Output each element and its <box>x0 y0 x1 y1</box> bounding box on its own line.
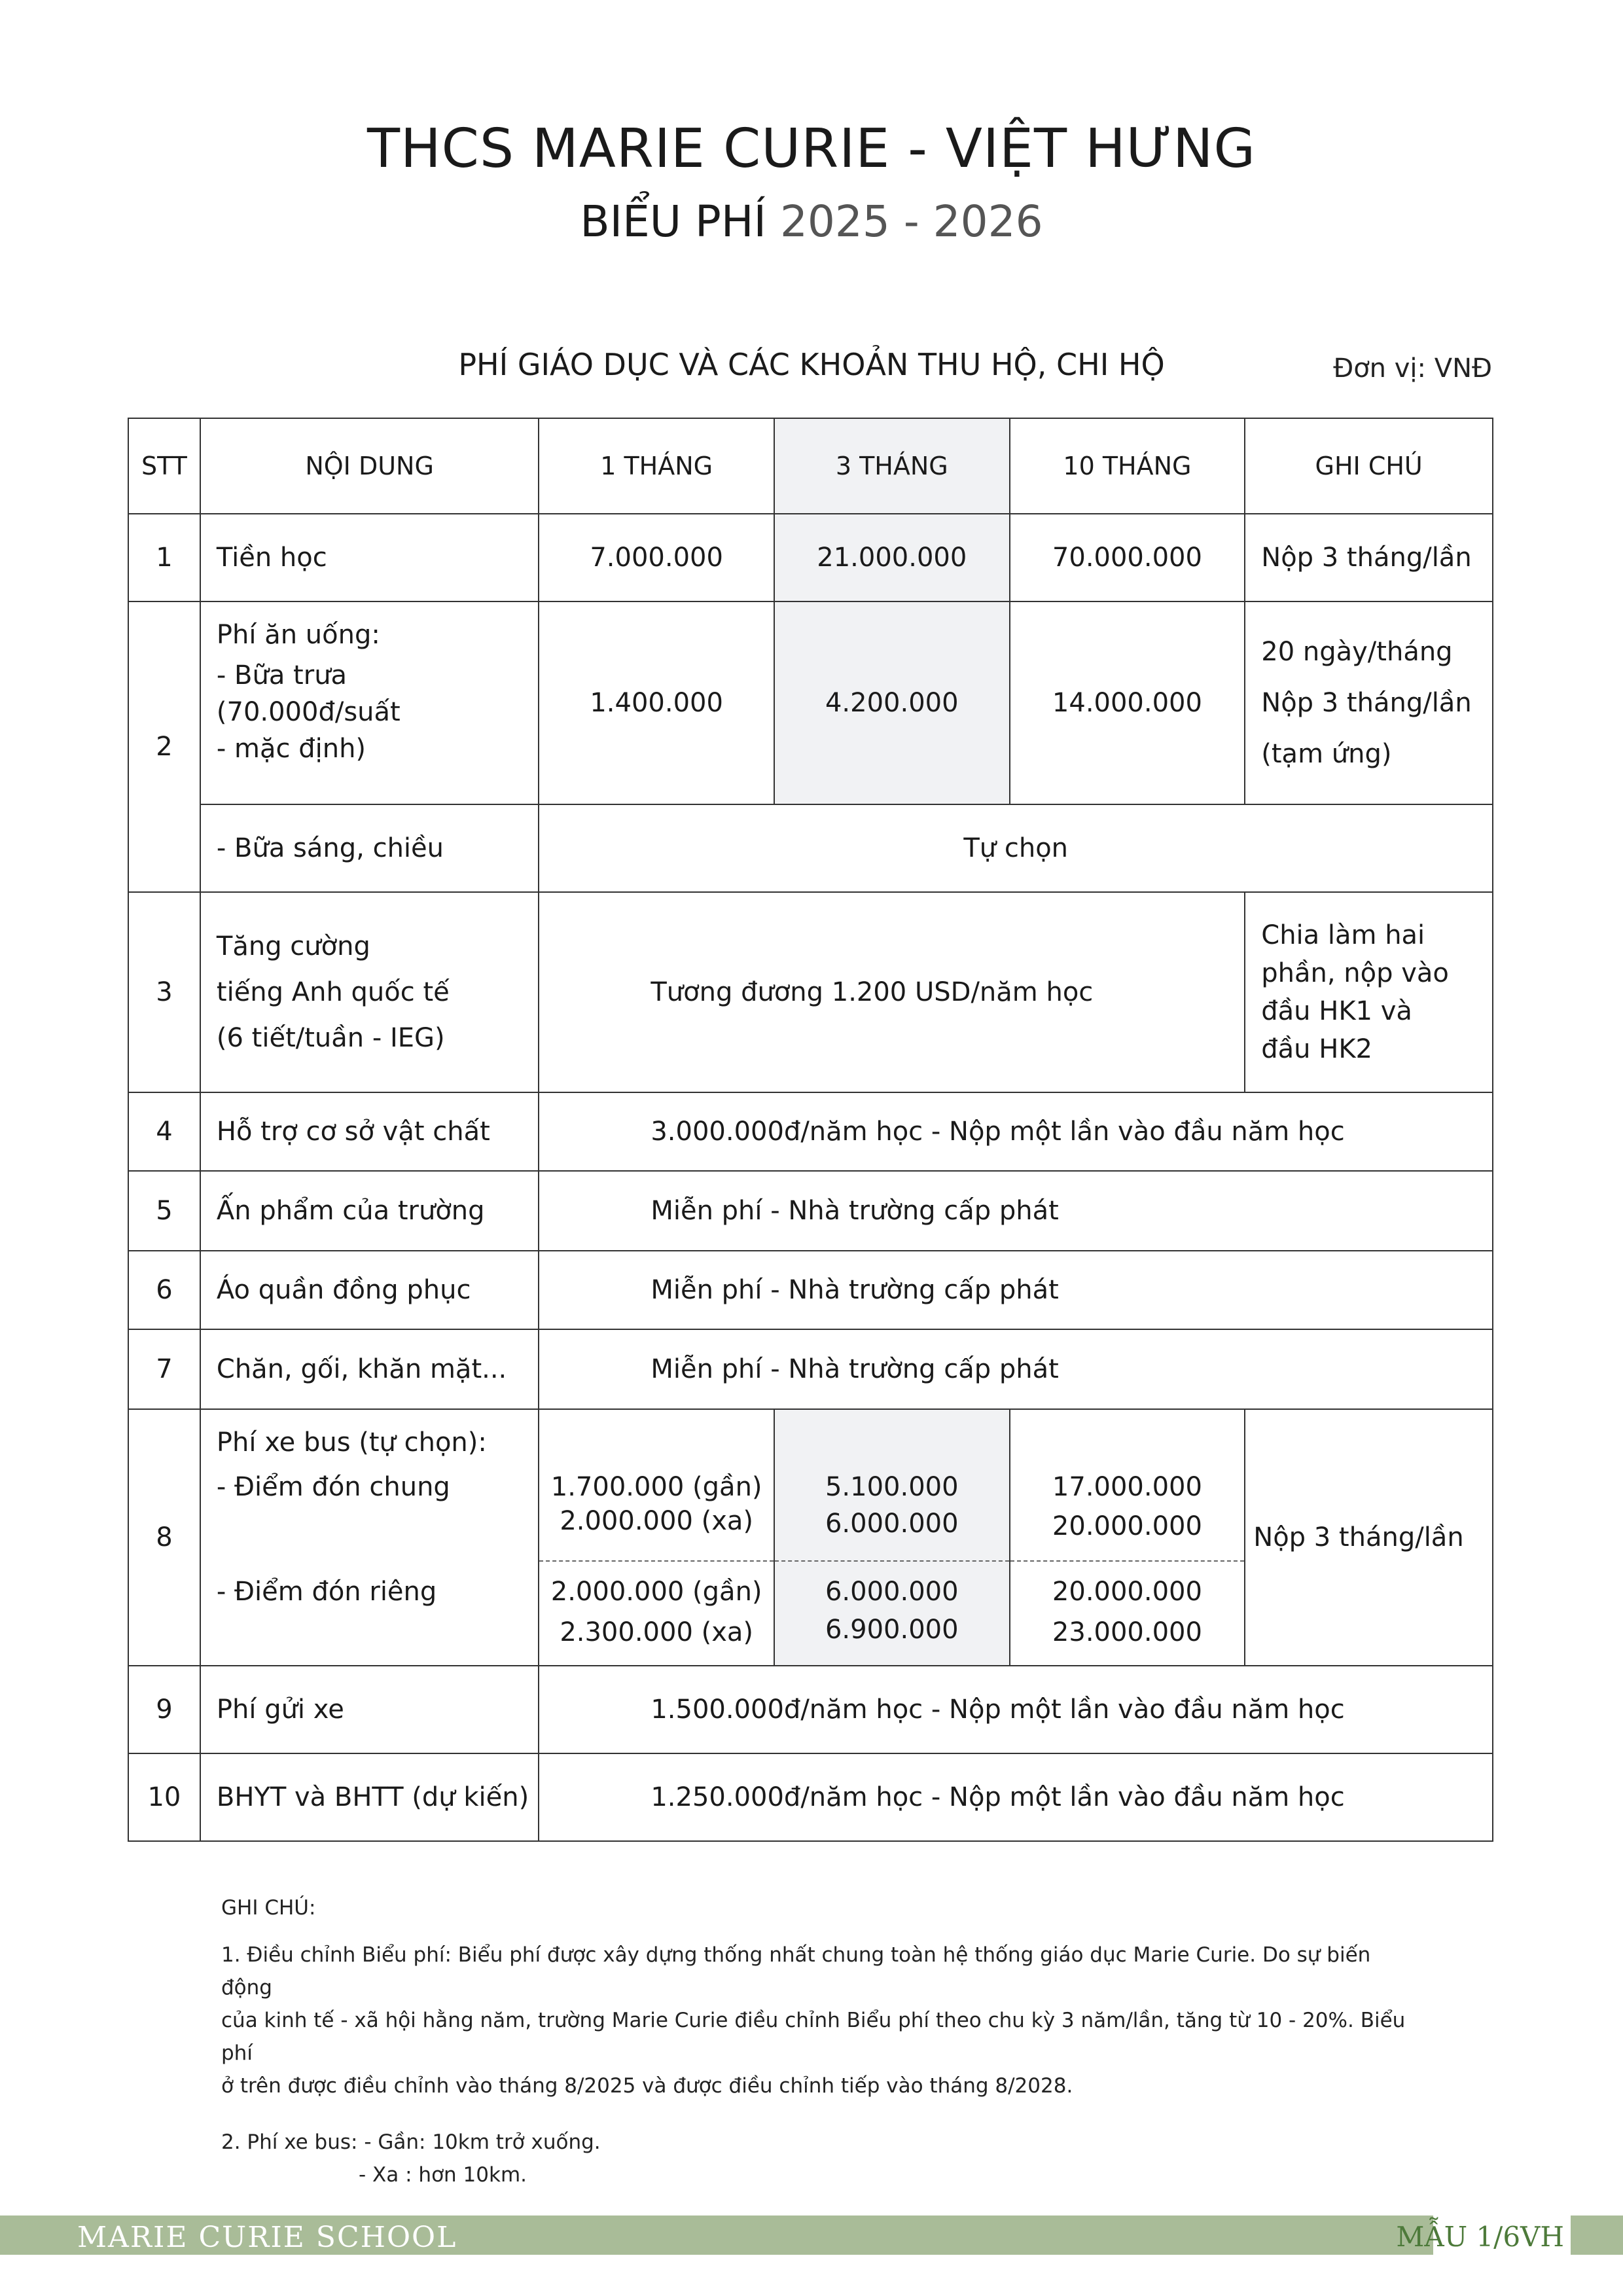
table-row <box>128 804 1493 892</box>
notes-section <box>221 1892 1425 2191</box>
footer-bar-end <box>1571 2215 1623 2255</box>
row-content: Phí xe bus (tự chọn): - Điểm đón chung - Điểm đón riêng <box>200 1409 539 1666</box>
school-year: 2025 - 2026 <box>779 196 1043 247</box>
row-number: 5 <box>128 1171 200 1251</box>
dashed-divider <box>1010 1560 1245 1562</box>
fee-3-months: 4.200.000 <box>774 601 1010 804</box>
row-content: Phí ăn uống: - Bữa trưa (70.000đ/suất - mặc định) <box>200 601 539 804</box>
header-notes: GHI CHÚ <box>1245 418 1493 514</box>
fee-1-month: 1.700.000 (gần) 2.000.000 (xa) 2.000.000 (gần) 2.300.000 (xa) <box>539 1409 774 1666</box>
note-2-line-2: - Xa : hơn 10km. <box>359 2163 527 2187</box>
row-number: 10 <box>128 1753 200 1841</box>
table-row <box>128 892 1493 1092</box>
school-brand: MARIE CURIE SCHOOL <box>77 2221 457 2254</box>
header-content: NỘI DUNG <box>200 418 539 514</box>
fee-3-months: 5.100.000 6.000.000 6.000.000 6.900.000 <box>774 1409 1010 1666</box>
fee-10-months: 70.000.000 <box>1010 514 1245 601</box>
table-header-row <box>128 418 1493 514</box>
row-number: 3 <box>128 892 200 1092</box>
row-content: Ấn phẩm của trường <box>200 1171 539 1251</box>
header-10-months: 10 THÁNG <box>1010 418 1245 514</box>
fee-1-month: 7.000.000 <box>539 514 774 601</box>
header-stt: STT <box>128 418 200 514</box>
table-row <box>128 1251 1493 1329</box>
optional-value: Tự chọn <box>539 804 1493 892</box>
fee-3-months: 21.000.000 <box>774 514 1010 601</box>
header-3-months: 3 THÁNG <box>774 418 1010 514</box>
document-title <box>0 196 1623 247</box>
merged-value: Miễn phí - Nhà trường cấp phát <box>539 1251 1493 1329</box>
form-code: MẪU 1/6VH <box>1396 2221 1564 2253</box>
currency-unit: Đơn vị: VNĐ <box>1333 353 1492 384</box>
merged-value: 1.250.000đ/năm học - Nộp một lần vào đầu năm học <box>539 1753 1493 1841</box>
fee-table <box>128 418 1493 1842</box>
row-content: Áo quần đồng phục <box>200 1251 539 1329</box>
table-row <box>128 1092 1493 1171</box>
row-number: 8 <box>128 1409 200 1666</box>
row-note: 20 ngày/tháng Nộp 3 tháng/lần (tạm ứng) <box>1245 601 1493 804</box>
row-content: Hỗ trợ cơ sở vật chất <box>200 1092 539 1171</box>
fee-10-months: 17.000.000 20.000.000 20.000.000 23.000.000 <box>1010 1409 1245 1666</box>
row-content: - Bữa sáng, chiều <box>200 804 539 892</box>
table-row <box>128 1666 1493 1753</box>
row-content: BHYT và BHTT (dự kiến) <box>200 1753 539 1841</box>
merged-value: Miễn phí - Nhà trường cấp phát <box>539 1329 1493 1409</box>
table-row <box>128 601 1493 804</box>
row-number: 6 <box>128 1251 200 1329</box>
row-content: Tiền học <box>200 514 539 601</box>
merged-value: Tương đương 1.200 USD/năm học <box>539 892 1245 1092</box>
row-number: 1 <box>128 514 200 601</box>
note-1-line-2: của kinh tế - xã hội hằng năm, trường Marie Curie điều chỉnh Biểu phí theo chu kỳ 3 năm/lần, tăng từ 10 - 20%. Biểu phí <box>221 2009 1406 2065</box>
table-row <box>128 1753 1493 1841</box>
table-row <box>128 1171 1493 1251</box>
row-number: 7 <box>128 1329 200 1409</box>
row-content: Chăn, gối, khăn mặt... <box>200 1329 539 1409</box>
school-title: THCS MARIE CURIE - VIỆT HƯNG <box>366 118 1257 180</box>
section-title: PHÍ GIÁO DỤC VÀ CÁC KHOẢN THU HỘ, CHI HỘ <box>458 347 1165 382</box>
dashed-divider <box>775 1560 1009 1562</box>
fee-1-month: 1.400.000 <box>539 601 774 804</box>
header-1-month: 1 THÁNG <box>539 418 774 514</box>
row-number: 4 <box>128 1092 200 1171</box>
row-number: 2 <box>128 601 200 892</box>
fee-schedule-label: BIỂU PHÍ <box>580 196 766 247</box>
table-row <box>128 514 1493 601</box>
row-number: 9 <box>128 1666 200 1753</box>
row-content: Tăng cường tiếng Anh quốc tế (6 tiết/tuần - IEG) <box>200 892 539 1092</box>
merged-value: 3.000.000đ/năm học - Nộp một lần vào đầu năm học <box>539 1092 1493 1171</box>
fee-10-months: 14.000.000 <box>1010 601 1245 804</box>
merged-value: 1.500.000đ/năm học - Nộp một lần vào đầu năm học <box>539 1666 1493 1753</box>
notes-heading: GHI CHÚ: <box>221 1896 316 1920</box>
row-content: Phí gửi xe <box>200 1666 539 1753</box>
note-1-line-1: 1. Điều chỉnh Biểu phí: Biểu phí được xây dựng thống nhất chung toàn hệ thống giáo dục Marie Curie. Do sự biến động <box>221 1943 1371 2000</box>
merged-value: Miễn phí - Nhà trường cấp phát <box>539 1171 1493 1251</box>
note-2-line-1: 2. Phí xe bus: - Gần: 10km trở xuống. <box>221 2130 601 2154</box>
row-note: Nộp 3 tháng/lần <box>1245 1409 1493 1666</box>
row-note: Nộp 3 tháng/lần <box>1245 514 1493 601</box>
note-1-line-3: ở trên được điều chỉnh vào tháng 8/2025 và được điều chỉnh tiếp vào tháng 8/2028. <box>221 2074 1073 2098</box>
table-row <box>128 1409 1493 1666</box>
row-note: Chia làm hai phần, nộp vào đầu HK1 và đầu HK2 <box>1245 892 1493 1092</box>
footer-bar <box>0 2215 1623 2255</box>
table-row <box>128 1329 1493 1409</box>
dashed-divider <box>539 1560 774 1562</box>
